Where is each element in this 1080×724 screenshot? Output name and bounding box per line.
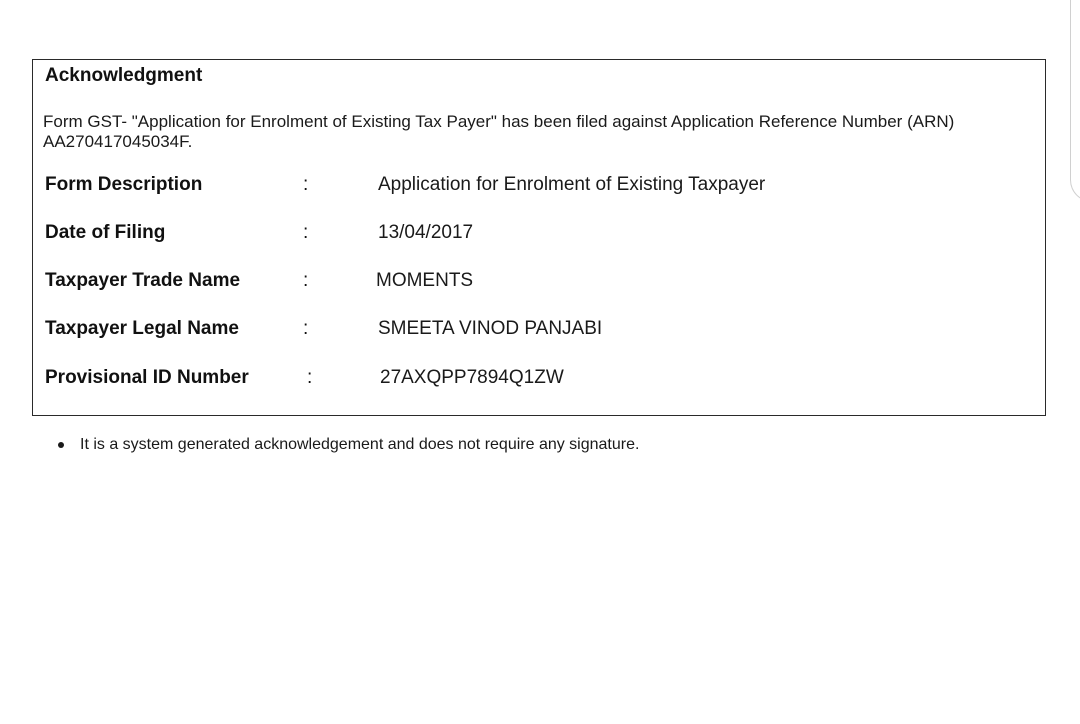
row-trade-name	[45, 270, 1035, 298]
row-form-description	[45, 174, 1035, 202]
row-label: Form Description	[45, 174, 203, 195]
row-separator: :	[303, 174, 309, 195]
edge-panel-handle[interactable]	[1070, 0, 1080, 202]
row-value: MOMENTS	[376, 270, 474, 291]
row-label: Provisional ID Number	[45, 367, 249, 388]
row-label: Taxpayer Legal Name	[45, 318, 239, 339]
acknowledgment-message: Form GST- "Application for Enrolment of Existing Tax Payer" has been filed against Application Reference Number (ARN) AA270417045034F.	[43, 112, 955, 151]
row-provisional-id	[45, 367, 1035, 395]
signature-note	[58, 436, 639, 454]
row-value: SMEETA VINOD PANJABI	[378, 318, 603, 339]
bullet-icon	[58, 442, 64, 448]
row-value: Application for Enrolment of Existing Taxpayer	[378, 174, 766, 195]
acknowledgment-box	[32, 59, 1046, 416]
row-separator: :	[303, 270, 309, 291]
row-legal-name	[45, 318, 1035, 346]
signature-note-text: It is a system generated acknowledgement and does not require any signature.	[80, 436, 640, 453]
row-date-of-filing	[45, 222, 1035, 250]
row-value: 13/04/2017	[378, 222, 474, 243]
row-value: 27AXQPP7894Q1ZW	[380, 367, 564, 388]
row-separator: :	[303, 318, 309, 339]
row-separator: :	[307, 367, 313, 388]
row-separator: :	[303, 222, 309, 243]
row-label: Date of Filing	[45, 222, 166, 243]
row-label: Taxpayer Trade Name	[45, 270, 241, 291]
acknowledgment-title: Acknowledgment	[45, 65, 203, 86]
